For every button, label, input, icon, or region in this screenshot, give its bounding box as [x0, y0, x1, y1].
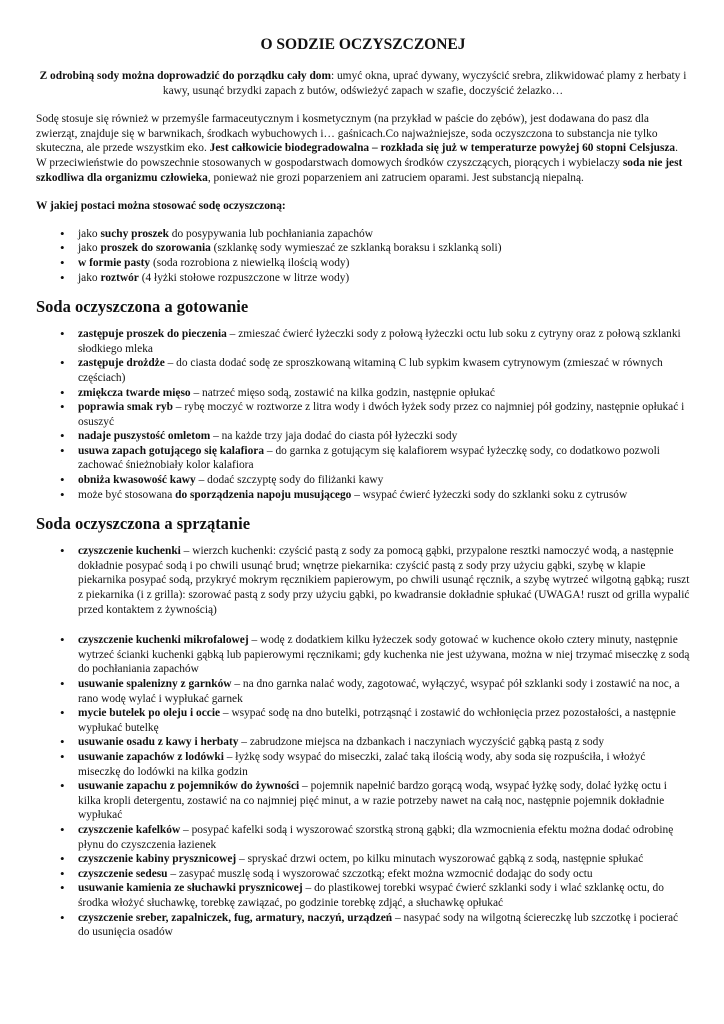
cleaning-list-first — [36, 544, 690, 617]
section-heading-cleaning: Soda oczyszczona a sprzątanie — [36, 514, 251, 534]
list-item — [36, 386, 690, 401]
item-bold: nadaje puszystość omletom — [78, 430, 211, 443]
item-text: – posypać kafelki sodą i wyszorować szorstką stroną gąbki; dla wzmocnienia efektu można dodać odrobinę płynu do czyszczenia łazienek — [78, 823, 674, 851]
item-bold: czyszczenie kuchenki mikrofalowej — [78, 634, 249, 647]
list-item — [36, 227, 690, 242]
item-bold: roztwór — [100, 271, 139, 284]
list-item — [36, 750, 690, 779]
item-prefix: może być stosowana — [78, 488, 176, 501]
list-item — [36, 271, 690, 286]
item-text: – natrzeć mięso sodą, zostawić na kilka godzin, następnie opłukać — [190, 386, 495, 399]
item-text: – nasypać sody na wilgotną ściereczkę lub szczotkę i pocierać do usunięcia osadów — [78, 911, 679, 939]
item-bold: czyszczenie kafelków — [78, 823, 181, 836]
item-text: – dodać szczyptę sody do filiżanki kawy — [195, 474, 384, 487]
item-bold: czyszczenie sreber, zapalniczek, fug, armatury, naczyń, urządzeń — [78, 911, 393, 924]
item-text: (szklankę sody wymieszać ze szklanką boraksu i szklanką soli) — [210, 242, 502, 255]
item-bold: usuwanie osadu z kawy i herbaty — [78, 736, 239, 749]
list-item — [36, 779, 690, 823]
item-text: – zabrudzone miejsca na dzbankach i naczyniach wyczyścić gąbką pastą z sody — [238, 736, 605, 749]
item-text: (soda rozrobiona z niewielką ilością wody) — [150, 256, 350, 269]
forms-question: W jakiej postaci można stosować sodę oczyszczoną: — [36, 200, 286, 213]
item-bold: suchy proszek — [100, 227, 169, 240]
intro-bold: Z odrobiną sody można doprowadzić do porządku cały dom — [39, 70, 331, 82]
item-bold: zastępuje proszek do pieczenia — [78, 328, 227, 341]
list-item — [36, 852, 690, 867]
list-item — [36, 911, 690, 940]
list-item — [36, 823, 690, 852]
item-bold: zastępuje drożdże — [78, 357, 165, 370]
item-bold: obniża kwasowość kawy — [78, 474, 196, 487]
section-heading-cooking: Soda oczyszczona a gotowanie — [36, 297, 249, 317]
cooking-list — [36, 327, 690, 502]
item-bold: czyszczenie kabiny prysznicowej — [78, 853, 237, 866]
list-item — [36, 400, 690, 429]
paragraph-text: . W przeciwieństwie do powszechnie stosowanych w gospodarstwach domowych środków czyszczących, piorących i wybielaczy — [36, 142, 678, 169]
item-text: – do garnka z gotującym się kalafiorem wsypać łyżeczkę sody, co dodatkowo pozwoli zachować śnieżnobiały kolor kalafiora — [78, 444, 660, 472]
body-paragraph — [36, 112, 690, 185]
list-item — [36, 677, 690, 706]
list-item — [36, 881, 690, 910]
item-text: – pojemnik napełnić bardzo gorącą wodą, wsypać łyżkę sody, dolać łyżkę octu i kilka kropli detergentu, zostawić na co najmniej pięć minut, a w razie potrzeby nawet na całą noc, następnie pojemnik dokładnie wypłukać — [78, 780, 667, 822]
intro-paragraph — [36, 69, 690, 98]
item-bold: usuwanie kamienia ze słuchawki prysznicowej — [78, 882, 303, 895]
item-bold: w formie pasty — [78, 256, 151, 269]
list-item — [36, 241, 690, 256]
list-item — [36, 633, 690, 677]
item-text: – na dno garnka nalać wody, zagotować, wyłączyć, wsypać pół szklanki sody i zostawić na noc, a rano wodę wylać i wypłukać garnek — [78, 678, 680, 705]
item-text: do posypywania lub pochłaniania zapachów — [168, 227, 373, 240]
item-text: – zmieszać ćwierć łyżeczki sody z połową łyżeczki octu lub soku z cytryny oraz z połową szklanki słodkiego mleka — [78, 328, 681, 355]
item-text: – łyżkę sody wsypać do miseczki, zalać taką ilością wody, aby soda się rozpuściła, i włożyć miseczkę do lodówki na kilka godzin — [78, 750, 646, 778]
item-prefix: jako — [78, 227, 101, 240]
item-prefix: jako — [78, 271, 101, 284]
item-bold: zmiękcza twarde mięso — [78, 386, 191, 399]
list-item — [36, 356, 690, 385]
item-text: (4 łyżki stołowe rozpuszczone w litrze wody) — [138, 271, 350, 284]
paragraph-text: , ponieważ nie grozi poparzeniem ani zatruciem oparami. Jest substancją niepalną. — [207, 171, 584, 184]
intro-text: : umyć okna, uprać dywany, wyczyścić srebra, zlikwidować plamy z herbaty i kawy, usunąć brzydki zapach z butów, odświeżyć zapach w szafie, doczyścić żelazko… — [162, 70, 687, 97]
list-item — [36, 327, 690, 356]
list-item — [36, 444, 690, 473]
item-text: – rybę moczyć w roztworze z litra wody i dwóch łyżek sody przez co najmniej pół godziny, następnie opłukać i osuszyć — [78, 401, 685, 428]
item-text: – wsypać sodę na dno butelki, potrząsnąć i zostawić do wchłonięcia przez pozostałości, a następnie wypłukać butelkę — [78, 707, 676, 734]
item-text: – wsypać ćwierć łyżeczki sody do szklanki soku z cytrusów — [351, 488, 628, 501]
item-text: – do plastikowej torebki wsypać ćwierć szklanki sody i wlać szklankę octu, do środka włożyć słuchawkę, torebkę zawiązać, po godzinie torebkę zdjąć, a słuchawkę opłukać — [78, 882, 664, 909]
item-prefix: jako — [78, 242, 101, 255]
list-item — [36, 706, 690, 735]
paragraph-bold: Jest całkowicie biodegradowalna – rozkłada się już w temperaturze powyżej 60 stopni Celsjusza — [209, 142, 676, 155]
item-bold: poprawia smak ryb — [78, 401, 173, 414]
paragraph-text: Sodę stosuje się również w przemyśle farmaceutycznym i kosmetycznym (na przykład w paście do zębów), jest dodawana do pasz dla zwierząt, znajduje się w barwnikach, środkach wybuchowych i… gaśnicach.Co najważniejsze, soda oczyszczona to substancja nie tylko skuteczna, ale przede wszystkim eko. — [36, 113, 658, 155]
item-text: – wodę z dodatkiem kilku łyżeczek sody gotować w kuchence około cztery minuty, następnie wytrzeć ścianki kuchenki gąbką lub papierowymi ręcznikami; gdy kuchenka nie jest używana, można w niej trzymać miseczkę z sodą do pochłaniania zapachów — [78, 634, 690, 676]
item-bold: mycie butelek po oleju i occie — [78, 707, 221, 720]
document-title: O SODZIE OCZYSZCZONEJ — [260, 36, 466, 53]
cleaning-list — [36, 633, 690, 939]
item-bold: do sporządzenia napoju musującego — [175, 488, 352, 501]
paragraph-bold: soda nie jest szkodliwa dla organizmu człowieka — [36, 156, 683, 184]
list-item — [36, 867, 690, 882]
forms-list — [36, 227, 690, 285]
item-bold: usuwanie zapachów z lodówki — [78, 750, 224, 763]
item-bold: proszek do szorowania — [100, 242, 211, 255]
item-bold: usuwa zapach gotującego się kalafiora — [78, 444, 265, 457]
list-item — [36, 488, 690, 503]
item-text: – wierzch kuchenki: czyścić pastą z sody za pomocą gąbki, przypalone resztki namoczyć wodą, a następnie dokładnie posypać sodą i po chwili usunąć brud; wnętrze piekarnika: czyścić pastą z sody przy użyciu gąbki, szybę w klapie piekarnika posypać sodą, przykryć mokrym ręcznikiem papierowym, po chwili usunąć ręcznik, a szybę wytrzeć wilgotną gąbką; ruszt z piekarnika (i z grilla): szorować pastą z sody przy użyciu gąbki, po kwadransie dokładnie spłukać (UWAGA! ruszt od grilla wypalić przed kontaktem z żywnością) — [78, 545, 690, 616]
item-text: – spryskać drzwi octem, po kilku minutach wyszorować gąbką z sodą, następnie spłukać — [236, 853, 644, 866]
list-item — [36, 429, 690, 444]
item-bold: usuwanie spalenizny z garnków — [78, 678, 232, 690]
item-bold: czyszczenie sedesu — [78, 867, 168, 880]
list-item — [36, 256, 690, 271]
list-item — [36, 544, 690, 617]
item-text: – na każde trzy jaja dodać do ciasta pół łyżeczki sody — [210, 430, 458, 443]
list-item — [36, 735, 690, 750]
item-bold: usuwanie zapachu z pojemników do żywności — [78, 780, 300, 793]
item-text: – zasypać muszlę sodą i wyszorować szczotką; efekt można wzmocnić dodając do sody octu — [167, 867, 593, 880]
list-item — [36, 473, 690, 488]
item-text: – do ciasta dodać sodę ze sproszkowaną witaminą C lub sypkim kwasem cytrynowym (zmieszać w równych częściach) — [78, 357, 663, 384]
item-bold: czyszczenie kuchenki — [78, 545, 181, 558]
